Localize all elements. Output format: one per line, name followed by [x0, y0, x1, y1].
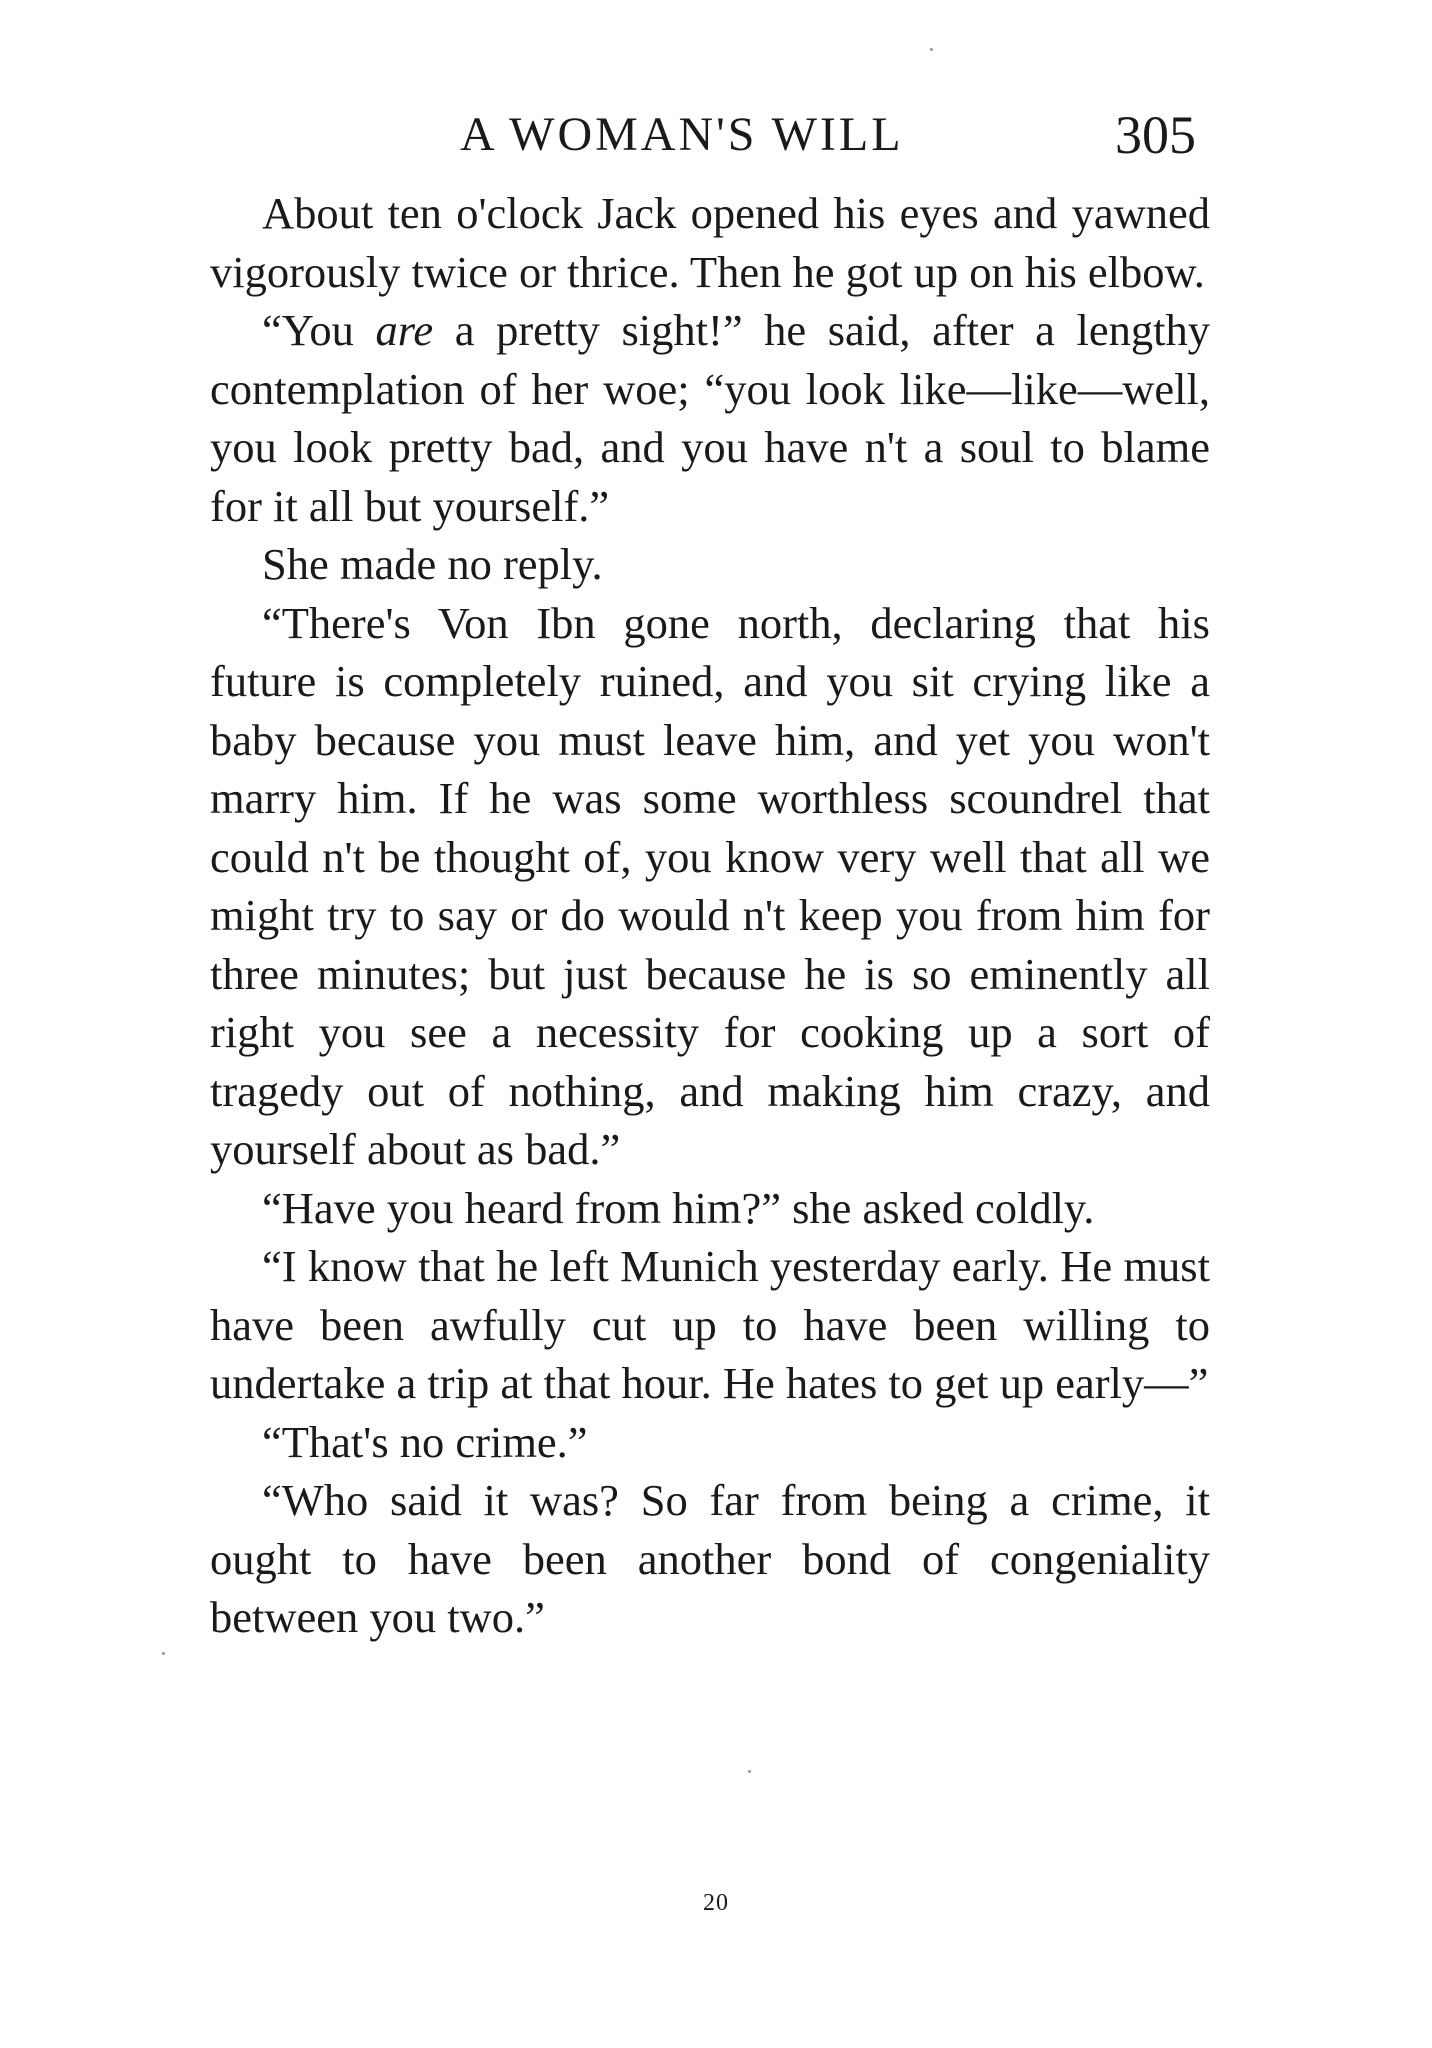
paper-speck [930, 48, 933, 51]
paragraph-text: “You [262, 305, 376, 355]
running-title: A WOMAN'S WILL [460, 108, 904, 161]
paragraph: “That's no crime.” [262, 1416, 588, 1467]
paragraph: “Have you heard from him?” she asked coldly. [262, 1182, 1095, 1233]
paragraph: “I know that he left Munich yesterday early. He must have been awfully cut up to have been willing to undertake a trip at that hour. He hates to get up early—” [210, 1241, 1210, 1408]
paragraph: She made no reply. [262, 539, 603, 589]
paragraph-text: a pretty sight!” he said, after a lengthy contemplation of her woe; “you look like—like—well, you look pretty bad, and you have n't a soul to blame for it all but yourself.” [210, 305, 1210, 531]
paragraph: About ten o'clock Jack opened his eyes and yawned vigorously twice or thrice. Then he got up on his elbow. [210, 188, 1210, 297]
paper-speck [748, 1770, 751, 1773]
running-head [210, 100, 1210, 170]
paragraph [210, 301, 1210, 535]
page-number: 305 [1115, 105, 1196, 165]
signature-mark: 20 [703, 1890, 729, 1916]
paragraph: “There's Von Ibn gone north, declaring that his future is completely ruined, and you sit crying like a baby because you must leave him, and yet you won't marry him. If he was some worthless scoundrel that could n't be thought of, you know very well that all we might try to say or do would n't keep you from him for three minutes; but just because he is so eminently all right you see a necessity for cooking up a sort of tragedy out of nothing, and making him crazy, and yourself about as bad.” [210, 597, 1210, 1174]
emphasized-word: are [375, 305, 434, 355]
paragraph: “Who said it was? So far from being a crime, it ought to have been another bond of congeniality between you two.” [210, 1475, 1210, 1642]
body-text [210, 184, 1210, 1647]
paper-speck [162, 1652, 165, 1655]
